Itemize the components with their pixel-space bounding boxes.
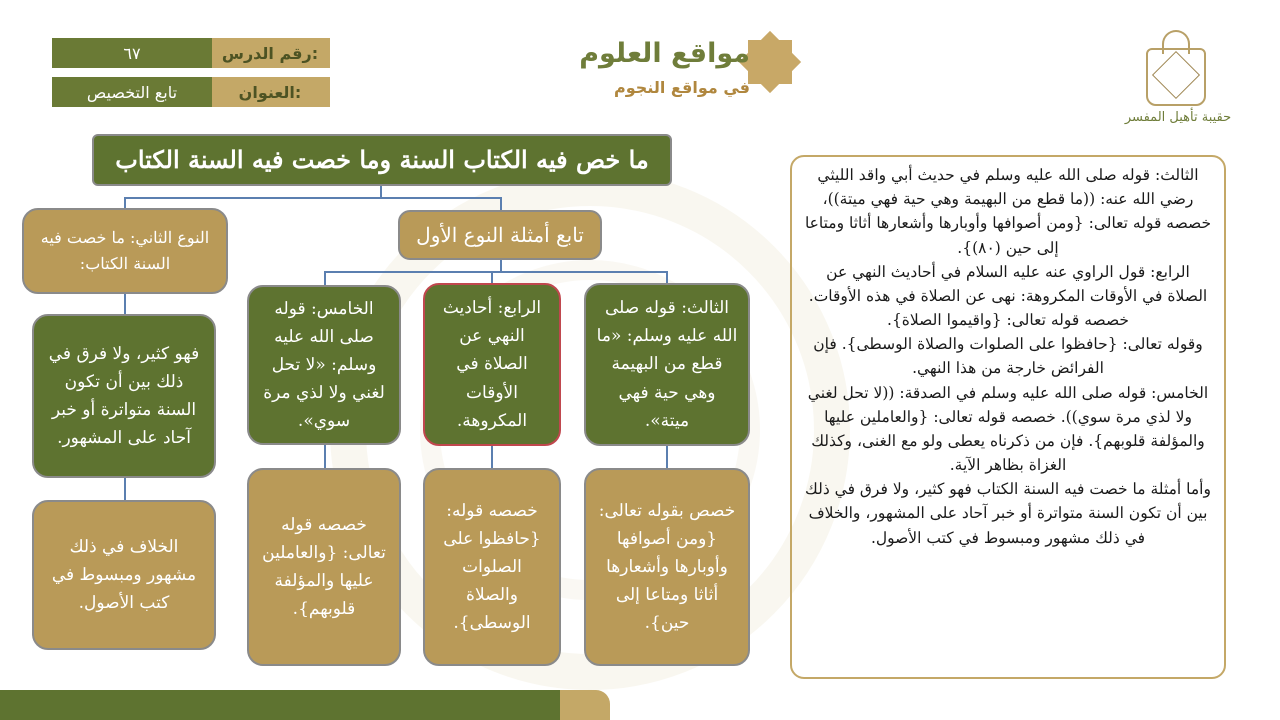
- panel-paragraph: الرابع: قول الراوي عنه عليه السلام في أحاديث النهي عن الصلاة في الأوقات المكروهة: نهى عن الصلاة في هذه الأوقات.: [808, 262, 1208, 305]
- node-fifth-specification: خصصه قوله تعالى: {والعاملين عليها والمؤلفة قلوبهم}.: [247, 468, 401, 666]
- node-third-example: الثالث: قوله صلى الله عليه وسلم: «ما قطع من البهيمة وهي حية فهي ميتة».: [584, 283, 750, 446]
- connector-line: [124, 294, 126, 314]
- lesson-number-label: رقم الدرس:: [210, 38, 330, 68]
- brand-subtitle: في مواقع النجوم: [614, 78, 750, 97]
- panel-paragraph: خصصه قوله تعالى: {واقيموا الصلاة}.: [887, 311, 1129, 330]
- node-fourth-example: الرابع: أحاديث النهي عن الصلاة في الأوقات المكروهة.: [423, 283, 561, 446]
- connector-line: [324, 271, 326, 285]
- diagram-main-title: ما خص فيه الكتاب السنة وما خصت فيه السنة الكتاب: [92, 134, 672, 186]
- lesson-title-value: تابع التخصيص: [52, 77, 212, 107]
- node-third-specification: خصص بقوله تعالى: {ومن أصوافها وأوبارها وأشعارها أثاثا ومتاعا إلى حين}.: [584, 468, 750, 666]
- node-type2-explanation: فهو كثير، ولا فرق في ذلك بين أن تكون السنة متواترة أو خبر آحاد على المشهور.: [32, 314, 216, 478]
- connector-line: [491, 446, 493, 468]
- lesson-title-label: العنوان:: [210, 77, 330, 107]
- panel-paragraph: الخامس: قوله صلى الله عليه وسلم في الصدقة: ((لا تحل لغني ولا لذي مرة سوي)). خصصه قوله تعالى: {والعاملين عليها والمؤلفة قلوبهم}. فإن من ذكرناه يعطى ولو مع الغنى، وكذلك الغزاة بظاهر الآية.: [807, 383, 1209, 475]
- footer-accent: [560, 690, 610, 720]
- connector-line: [124, 197, 126, 208]
- connector-line: [666, 271, 668, 283]
- connector-line: [124, 197, 502, 199]
- panel-paragraph: الثالث: قوله صلى الله عليه وسلم في حديث أبي واقد الليثي رضي الله عنه: ((ما قطع من البهيمة وهي حية فهي ميتة))، خصصه قوله تعالى: {ومن أصوافها وأوبارها وأشعارها أثاثا ومتاعا إلى حين (٨٠)}.: [804, 166, 1212, 257]
- branch-type2: النوع الثاني: ما خصت فيه السنة الكتاب:: [22, 208, 228, 294]
- panel-paragraph: وقوله تعالى: {حافظوا على الصلوات والصلاة الوسطى}. فإن الفرائض خارجة من هذا النهي.: [813, 335, 1203, 378]
- explanation-panel: [790, 155, 1226, 679]
- node-type2-dispute: الخلاف في ذلك مشهور ومبسوط في كتب الأصول.: [32, 500, 216, 650]
- connector-line: [491, 271, 493, 283]
- node-fourth-specification: خصصه قوله: {حافظوا على الصلوات والصلاة الوسطى}.: [423, 468, 561, 666]
- node-fifth-example: الخامس: قوله صلى الله عليه وسلم: «لا تحل لغني ولا لذي مرة سوي».: [247, 285, 401, 445]
- connector-line: [666, 446, 668, 468]
- connector-line: [324, 271, 668, 273]
- connector-line: [324, 445, 326, 468]
- connector-line: [124, 478, 126, 500]
- star-emblem-icon-2: [748, 40, 792, 84]
- footer-bar: [0, 690, 580, 720]
- panel-paragraph: وأما أمثلة ما خصت فيه السنة الكتاب فهو كثير، ولا فرق في ذلك بين أن تكون السنة متواترة أو خبر آحاد على المشهور، والخلاف في ذلك مشهور ومبسوط في كتب الأصول.: [805, 480, 1211, 547]
- connector-line: [500, 197, 502, 210]
- branch-type1-continued: تابع أمثلة النوع الأول: [398, 210, 602, 260]
- lesson-number-value: ٦٧: [52, 38, 212, 68]
- logo-caption: حقيبة تأهيل المفسر: [1124, 110, 1232, 125]
- brand-title: مواقع العلوم: [579, 38, 750, 69]
